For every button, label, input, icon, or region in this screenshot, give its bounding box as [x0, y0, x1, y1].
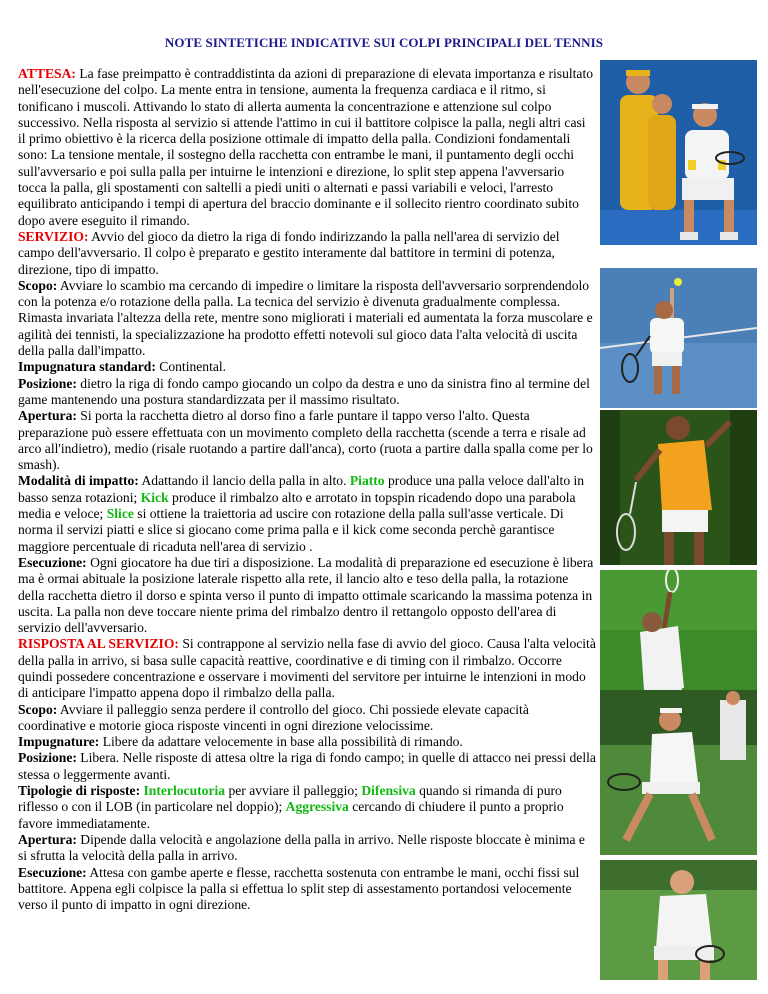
risposta-apertura [18, 832, 596, 865]
servizio-modalita-text-d: si ottiene la traiettoria ad uscire con rotazione della palla sull'asse verticale. Di norma il servizi piatti e slice si giocano come prima palla e il kick come seconda perchè garantisce maggiore percentuale di ricaduta nell'area di servizio . [18, 506, 564, 554]
interlocutoria-term: Interlocutoria [143, 783, 226, 799]
risposta-esecuzione-text: Attesa con gambe aperte e flesse, racchetta sostenuta con entrambe le mani, occhi fissi sul battitore. Appena egli colpisce la palla si effettua lo split step di assestamento portandosi velocemente verso il punto di impatto in ogni direzione. [18, 864, 580, 913]
servizio-apertura-label: Apertura: [18, 408, 77, 424]
risposta-tipologie-text-a: per avviare il palleggio; [225, 783, 362, 799]
risposta-apertura-label: Apertura: [18, 831, 77, 847]
servizio-posizione-label: Posizione: [18, 375, 77, 391]
risposta-tipologie-label: Tipologie di risposte: [18, 783, 141, 799]
risposta-posizione-text: Libera. Nelle risposte di attesa oltre la riga di fondo campo; in quelle di attacco nei pressi della stessa o leggermente avanti. [18, 750, 596, 782]
servizio-text: Avvio del gioco da dietro la riga di fondo indirizzando la palla nell'area di servizio del campo dell'avversario. Il colpo è preparato e gestito interamente dal battitore in termini di potenza, direzione, tipo di impatto. [18, 228, 560, 277]
difensiva-term: Difensiva [361, 783, 416, 799]
risposta-text: Si contrappone al servizio nella fase di avvio del gioco. Causa l'alta velocità della palla in arrivo, si basa sulle capacità reattive, coordinative e di timing con il rimbalzo. Occorre quindi possedere concentrazione e osservare i movimenti del servitore per intuirne le intenzioni in modo di anticipare l'impatto appena dopo il rimbalzo della palla. [18, 636, 596, 701]
servizio-esecuzione [18, 555, 596, 636]
servizio-apertura-text: Si porta la racchetta dietro al dorso fino a farle puntare il tappo verso l'alto. Questa preparazione può essere effettuata con un movimento completo della racchetta (scende a terra e risale ad arco all'indietro), medio (risale ruotando a partire dall'anca), corto (ruota a partire dalla spalla come per lo smash). [18, 408, 593, 473]
risposta-impugnature [18, 734, 596, 750]
servizio-heading: SERVIZIO: [18, 228, 89, 244]
attesa-paragraph [18, 66, 596, 229]
risposta-esecuzione-label: Esecuzione: [18, 864, 87, 880]
risposta-scopo-label: Scopo: [18, 701, 58, 717]
servizio-esecuzione-text: Ogni giocatore ha due tiri a disposizione. La modalità di preparazione ed esecuzione è libera ma è ormai abituale la posizione laterale rispetto alla rete, il lancio alto e teso della palla, la rotazione della racchetta dietro il dorso e spinta verso il punto di impatto ottimale scaricando la massima potenza in uscita. La palla non deve toccare niente prima del rimbalzo dentro il rettangolo opposto dell'area di servizio dell'avversario. [18, 554, 594, 636]
tennis-return-ready-photo [600, 860, 757, 980]
piatto-term: Piatto [349, 473, 385, 489]
servizio-modalita-text-b: produce una palla veloce dall'alto in basso senza rotazioni; [18, 473, 585, 505]
servizio-modalita [18, 473, 596, 554]
document-body [18, 66, 596, 913]
tennis-return-lunge-photo [600, 690, 757, 855]
risposta-esecuzione [18, 865, 596, 914]
slice-term: Slice [106, 506, 134, 522]
servizio-impugnatura [18, 359, 596, 375]
risposta-paragraph [18, 636, 596, 701]
servizio-modalita-text-a: Adattando il lancio della palla in alto. [138, 473, 350, 489]
aggressiva-term: Aggressiva [285, 799, 349, 815]
photo-column [600, 60, 760, 980]
servizio-modalita-text-c: produce il rimbalzo alto e arrotato in topspin ricadendo dopo una parabola media e veloce; [18, 489, 576, 522]
risposta-apertura-text: Dipende dalla velocità e angolazione della palla in arrivo. Nelle risposte bloccate è minima e si sfrutta la velocità della palla in arrivo. [18, 831, 585, 864]
servizio-impugnatura-label: Impugnatura standard: [18, 359, 156, 375]
attesa-text: La fase preimpatto è contraddistinta da azioni di preparazione di elevata importanza e risultato nell'esecuzione del colpo. La mente entra in tensione, aumenta la frequenza cardiaca e il ritmo, si tonificano i muscoli. Attivando lo stato di allerta aumenta la concentrazione e attenzione sul colpo successivo. Nella risposta al servizio si attende l'attimo in cui il battitore colpisce la palla, negli altri casi il primo obiettivo è la ricerca della posizione ottimale di impatto della palla. Condizioni fondamentali sono: La tensione mentale, il sostegno della racchetta con entrambe le mani, il puntamento degli occhi sull'avversario e poi sulla palla per intuirne le intenzioni e direzione, lo split step appena l'avversario tocca la palla, gli spostamenti con saltelli a piedi uniti o alternati e passi variabili e veloci, l'arresto equilibrato anticipando i tempi di apertura del braccio dominante e il sollecito rientro coordinato subito dopo avere eseguito il rimando. [18, 66, 594, 228]
kick-term: Kick [140, 489, 169, 505]
servizio-scopo-label: Scopo: [18, 277, 58, 293]
risposta-scopo-text: Avviare il palleggio senza perdere il controllo del gioco. Chi possiede elevate capacità coordinative e motorie gioca risposte vincenti in ogni direzione velocissime. [18, 701, 529, 733]
servizio-posizione-text: dietro la riga di fondo campo giocando un colpo da destra e uno da sinistra fino al termine del game mantenendo una postura standardizzata per il massimo risultato. [18, 375, 590, 407]
servizio-modalita-label: Modalità di impatto: [18, 473, 139, 489]
risposta-heading: RISPOSTA AL SERVIZIO: [18, 636, 179, 652]
risposta-posizione-label: Posizione: [18, 750, 77, 766]
risposta-posizione [18, 750, 596, 783]
risposta-impugnature-label: Impugnature: [18, 734, 100, 750]
servizio-apertura [18, 408, 596, 473]
servizio-posizione [18, 376, 596, 409]
page-title: NOTE SINTETICHE INDICATIVE SUI COLPI PRINCIPALI DEL TENNIS [164, 35, 604, 50]
risposta-tipologie [18, 783, 596, 832]
servizio-paragraph [18, 229, 596, 278]
risposta-scopo [18, 702, 596, 735]
servizio-impugnatura-text: Continental. [155, 359, 227, 375]
tennis-player-ready-photo [600, 60, 757, 245]
tennis-serve-trophy-photo [600, 410, 757, 565]
servizio-esecuzione-label: Esecuzione: [18, 554, 87, 570]
attesa-heading: ATTESA: [18, 66, 76, 81]
risposta-impugnature-text: Libere da adattare velocemente in base alla possibilità di rimando. [99, 734, 463, 750]
servizio-scopo [18, 278, 596, 359]
risposta-tipologie-text-b: quando si rimanda di puro riflesso o con il LOB (in particolare nel doppio); [18, 783, 562, 815]
servizio-scopo-text: Avviare lo scambio ma cercando di impedire o limitare la risposta dell'avversario sorprendendolo con la potenza e/o rotazione della palla. La tecnica del servizio è divenuta gradualmente complessa. Rimasta invariata l'altezza della rete, mentre sono migliorati i materiali ed aumentata la forza muscolare e agilità dei tennisti, la specializzazione ha prodotto effetti notevoli sul gioco data l'alta velocità di uscita della palla dall'impatto. [18, 277, 593, 359]
tennis-serve-toss-photo [600, 268, 757, 408]
risposta-tipologie-text-c: cercando di chiudere il punto a proprio favore immediatamente. [18, 799, 564, 831]
